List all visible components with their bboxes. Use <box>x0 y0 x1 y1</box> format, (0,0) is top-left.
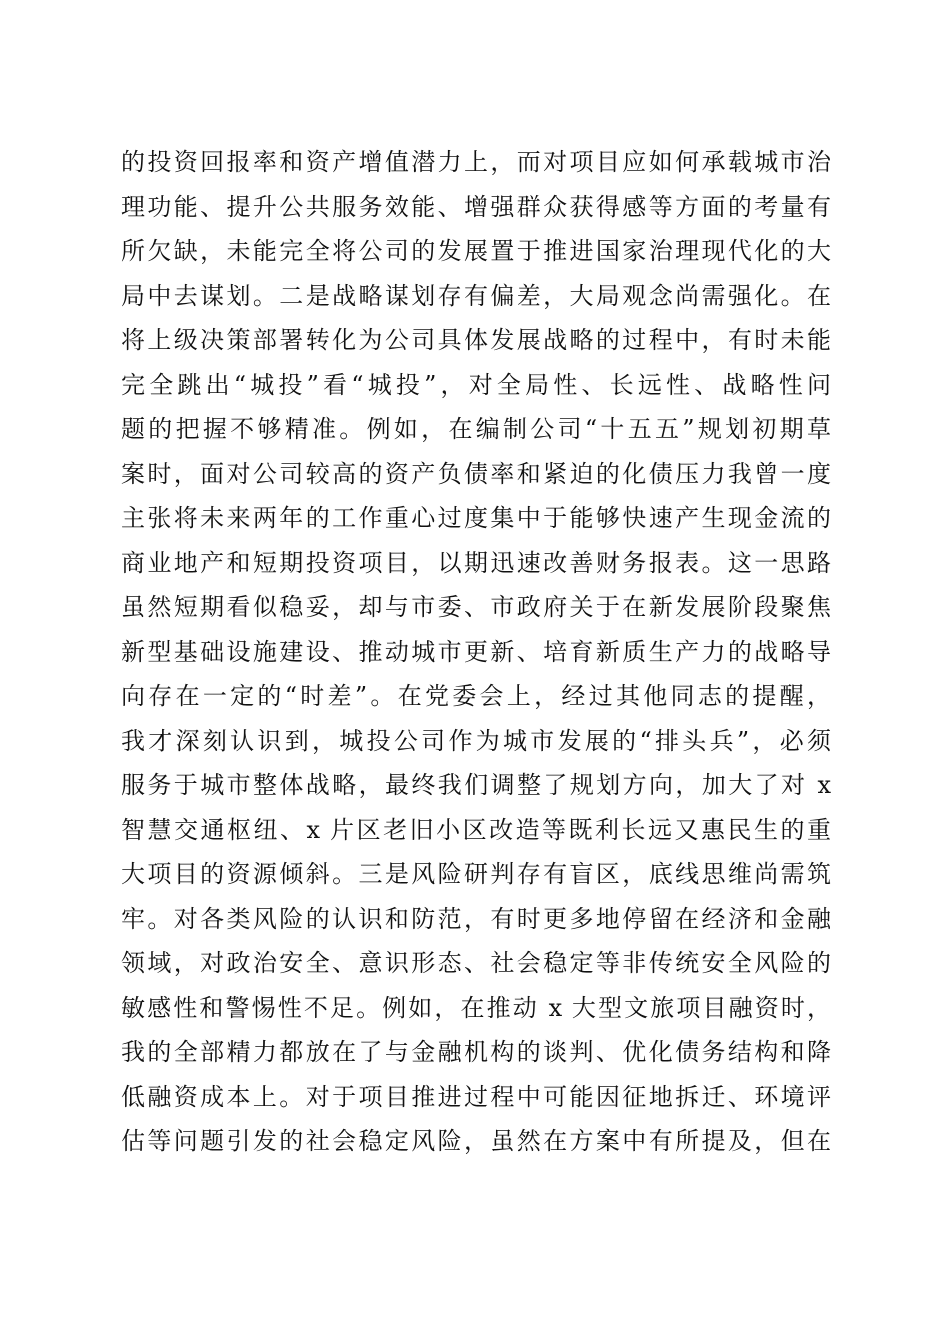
text-line: 领域，对政治安全、意识形态、社会稳定等非传统安全风险的 <box>121 949 831 977</box>
text-line: 所欠缺，未能完全将公司的发展置于推进国家治理现代化的大 <box>121 237 831 265</box>
text-line: 低融资成本上。对于项目推进过程中可能因征地拆迁、环境评 <box>121 1082 831 1111</box>
text-line: 大项目的资源倾斜。三是风险研判存有盲区，底线思维尚需筑 <box>121 860 831 888</box>
text-line: 将上级决策部署转化为公司具体发展战略的过程中，有时未能 <box>121 326 831 354</box>
text-line: 新型基础设施建设、推动城市更新、培育新质生产力的战略导 <box>121 637 831 666</box>
text-line: 牢。对各类风险的认识和防范，有时更多地停留在经济和金融 <box>121 904 831 933</box>
text-line: 服务于城市整体战略，最终我们调整了规划方向，加大了对 x <box>121 771 831 799</box>
text-line: 估等问题引发的社会稳定风险，虽然在方案中有所提及，但在 <box>121 1127 831 1155</box>
text-line: 完全跳出“城投”看“城投”，对全局性、长远性、战略性问 <box>121 370 831 399</box>
text-line: 我才深刻认识到，城投公司作为城市发展的“排头兵”，必须 <box>121 726 831 755</box>
text-line: 商业地产和短期投资项目，以期迅速改善财务报表。这一思路 <box>121 548 831 577</box>
text-line: 理功能、提升公共服务效能、增强群众获得感等方面的考量有 <box>121 192 831 221</box>
text-line: 敏感性和警惕性不足。例如，在推动 x 大型文旅项目融资时， <box>121 993 831 1022</box>
text-line: 局中去谋划。二是战略谋划存有偏差，大局观念尚需强化。在 <box>121 281 831 310</box>
text-line: 题的把握不够精准。例如，在编制公司“十五五”规划初期草 <box>121 415 831 443</box>
text-line: 案时，面对公司较高的资产负债率和紧迫的化债压力我曾一度 <box>121 459 831 488</box>
body-text <box>121 140 831 1164</box>
text-line: 虽然短期看似稳妥，却与市委、市政府关于在新发展阶段聚焦 <box>121 593 831 621</box>
text-line: 向存在一定的“时差”。在党委会上，经过其他同志的提醒， <box>121 682 831 710</box>
text-line: 的投资回报率和资产增值潜力上，而对项目应如何承载城市治 <box>121 148 831 176</box>
text-line: 智慧交通枢纽、x 片区老旧小区改造等既利长远又惠民生的重 <box>121 815 831 844</box>
text-line: 主张将未来两年的工作重心过度集中于能够快速产生现金流的 <box>121 504 831 532</box>
text-line: 我的全部精力都放在了与金融机构的谈判、优化债务结构和降 <box>121 1038 831 1066</box>
